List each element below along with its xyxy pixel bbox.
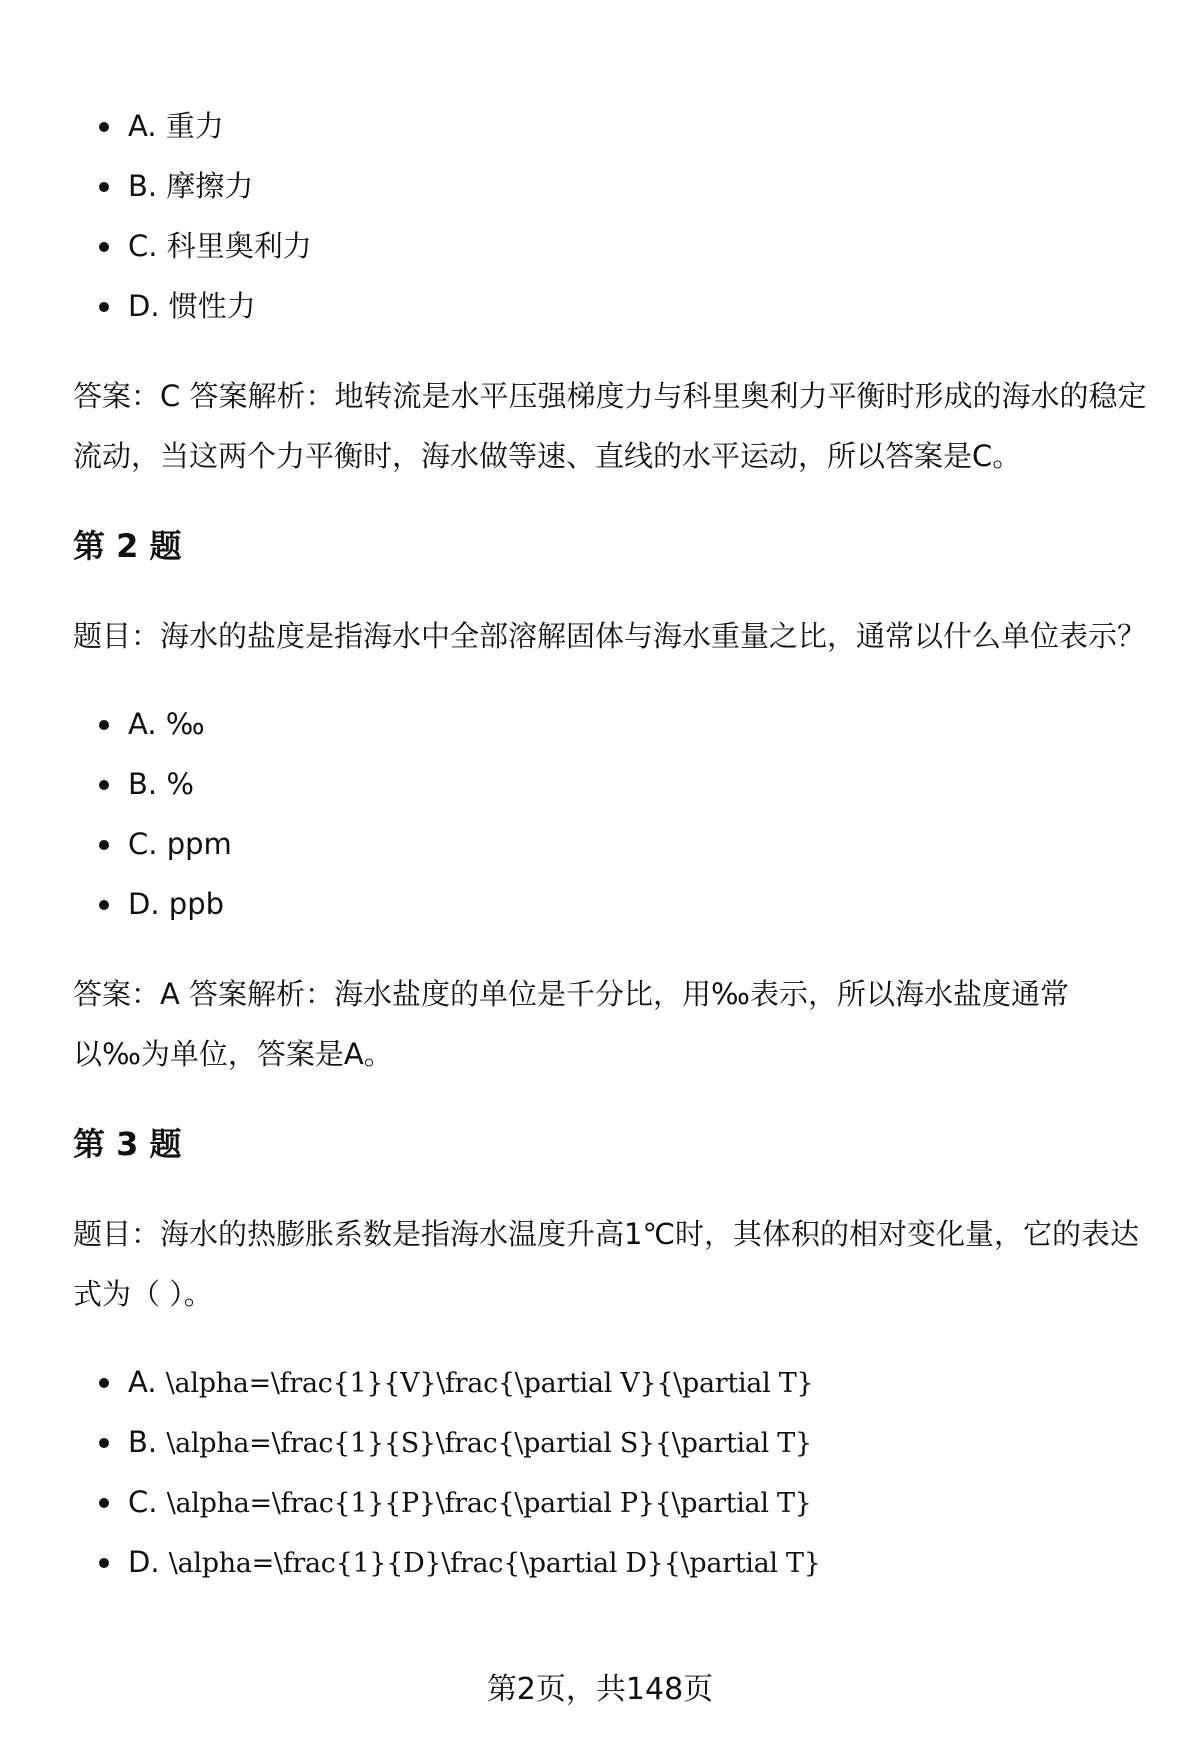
- q2-option-b: [73, 754, 1153, 814]
- q3-option-a: [73, 1352, 1153, 1412]
- bullet-icon: [99, 1438, 109, 1448]
- option-letter: D.: [128, 887, 160, 921]
- q1-option-c: [73, 216, 1153, 276]
- option-letter: B.: [128, 767, 158, 801]
- option-formula: \alpha=\frac{1}{V}\frac{\partial V}{\partial T}: [165, 1368, 814, 1399]
- option-letter: A.: [128, 1365, 157, 1399]
- bullet-icon: [99, 1558, 109, 1568]
- q2-heading: 第 2 题: [73, 527, 182, 565]
- bullet-icon: [99, 840, 109, 850]
- q2-options: [73, 694, 1153, 934]
- option-letter: D.: [128, 1545, 160, 1579]
- q3-question: 题目：海水的热膨胀系数是指海水温度升高1℃时，其体积的相对变化量，它的表达式为（ ）。: [73, 1217, 1140, 1311]
- option-text: %: [166, 767, 194, 801]
- option-text: 科里奥利力: [166, 229, 312, 263]
- q3-options: [73, 1352, 1153, 1592]
- option-letter: B.: [128, 1425, 158, 1459]
- q3-option-b: [73, 1412, 1153, 1472]
- option-text: 摩擦力: [166, 169, 254, 203]
- option-letter: C.: [128, 827, 158, 861]
- q1-options: [73, 96, 1153, 336]
- bullet-icon: [99, 720, 109, 730]
- option-letter: A.: [128, 707, 157, 741]
- q1-option-b: [73, 156, 1153, 216]
- q2-answer: [73, 964, 1153, 1084]
- page-number-footer: 第2页，共148页: [486, 1672, 714, 1707]
- q2-option-d: [73, 874, 1153, 934]
- option-text: ppm: [166, 827, 232, 861]
- bullet-icon: [99, 900, 109, 910]
- option-letter: B.: [128, 169, 158, 203]
- option-formula: \alpha=\frac{1}{S}\frac{\partial S}{\partial T}: [166, 1428, 812, 1459]
- option-letter: C.: [128, 1485, 158, 1519]
- q2-answer-line-1: 答案：A 答案解析：海水盐度的单位是千分比，用‰表示，所以海水盐度通常: [73, 977, 1069, 1011]
- option-text: 重力: [165, 109, 224, 143]
- bullet-icon: [99, 1378, 109, 1388]
- q2-question: 题目：海水的盐度是指海水中全部溶解固体与海水重量之比，通常以什么单位表示？: [73, 619, 1147, 653]
- option-text: ppb: [168, 887, 225, 921]
- bullet-icon: [99, 182, 109, 192]
- q1-option-d: [73, 276, 1153, 336]
- option-text: ‰: [165, 707, 205, 741]
- option-formula: \alpha=\frac{1}{P}\frac{\partial P}{\partial T}: [166, 1488, 812, 1519]
- q3-option-d: [73, 1532, 1153, 1592]
- option-formula: \alpha=\frac{1}{D}\frac{\partial D}{\partial T}: [168, 1548, 821, 1579]
- q1-answer: 答案：C 答案解析：地转流是水平压强梯度力与科里奥利力平衡时形成的海水的稳定流动，当这两个力平衡时，海水做等速、直线的水平运动，所以答案是C。: [73, 379, 1147, 473]
- bullet-icon: [99, 242, 109, 252]
- bullet-icon: [99, 302, 109, 312]
- option-letter: A.: [128, 109, 157, 143]
- q3-option-c: [73, 1472, 1153, 1532]
- q2-option-c: [73, 814, 1153, 874]
- option-text: 惯性力: [168, 289, 256, 323]
- option-letter: C.: [128, 229, 158, 263]
- bullet-icon: [99, 780, 109, 790]
- page-content: [73, 96, 1153, 1592]
- q2-option-a: [73, 694, 1153, 754]
- q1-option-a: [73, 96, 1153, 156]
- q3-heading: 第 3 题: [73, 1125, 182, 1163]
- bullet-icon: [99, 1498, 109, 1508]
- bullet-icon: [99, 122, 109, 132]
- option-letter: D.: [128, 289, 160, 323]
- q2-answer-line-2: 以‰为单位，答案是A。: [73, 1037, 393, 1071]
